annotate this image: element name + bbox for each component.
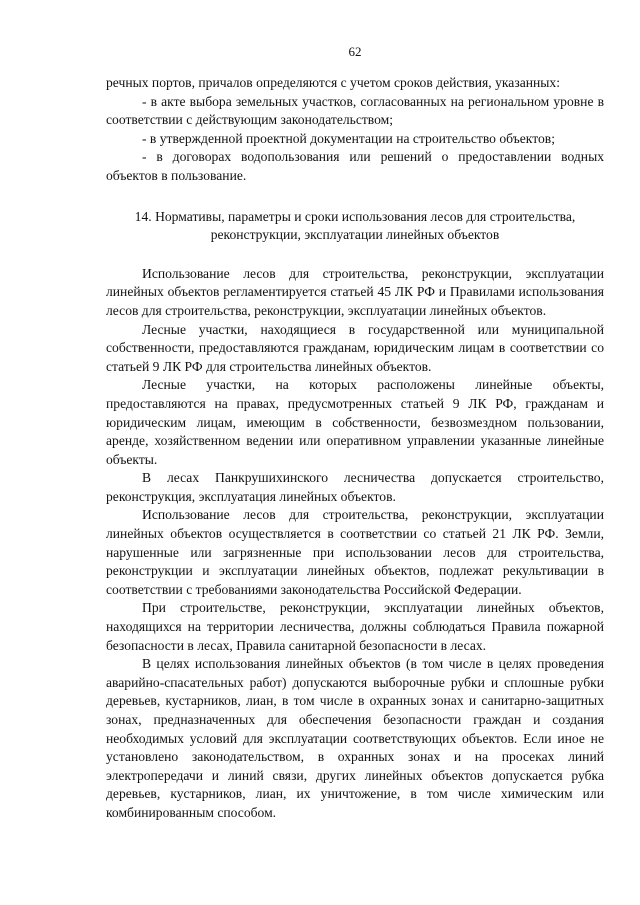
intro-list-item: - в утвержденной проектной документации на строительство объектов;	[142, 130, 555, 146]
body-paragraph: При строительстве, реконструкции, эксплуатации линейных объектов, находящихся на территории лесничества, должны соблюдаться Правила пожарной безопасности в лесах, Правила санитарной безопасности в лесах.	[106, 600, 604, 653]
body-paragraph: В лесах Панкрушихинского лесничества допускается строительство, реконструкция, эксплуатация линейных объектов.	[106, 470, 604, 504]
body-paragraph: Использование лесов для строительства, реконструкции, эксплуатации линейных объектов регламентируется статьей 45 ЛК РФ и Правилами использования лесов для строительства, реконструкции, эксплуатации линейных объектов.	[106, 265, 604, 318]
intro-list-item: - в акте выбора земельных участков, согласованных на региональном уровне в соответствии с действующим законодательством;	[106, 93, 604, 128]
body-paragraph: Лесные участки, на которых расположены линейные объекты, предоставляются на правах, предусмотренных статьей 9 ЛК РФ, гражданам и юридическим лицам, имеющим в собственности, безвозмездном пользовании, аренде, хозяйственном ведении или оперативном управлении указанные линейные объекты.	[106, 377, 604, 467]
body-paragraph: В целях использования линейных объектов (в том числе в целях проведения аварийно-спасательных работ) допускаются выборочные рубки и сплошные рубки деревьев, кустарников, лиан, в том числе в охранных зонах и санитарно-защитных зонах, предназначенных для обеспечения безопасности граждан и создания необходимых условий для эксплуатации соответствующих объектов. Если иное не установлено законодательством, в охранных зонах и на просеках линий электропередачи и линий связи, других линейных объектов допускается рубка деревьев, кустарников, лиан, их уничтожение, в том числе химическим или комбинированным способом.	[106, 656, 604, 820]
intro-continuation: речных портов, причалов определяются с учетом сроков действия, указанных:	[106, 75, 560, 90]
body-paragraph: Использование лесов для строительства, реконструкции, эксплуатации линейных объектов осуществляется в соответствии со статьей 21 ЛК РФ. Земли, нарушенные или загрязненные при использовании лесов для строительства, реконструкции и эксплуатации линейных объектов, подлежат рекультивации в соответствии с требованиями законодательства Российской Федерации.	[106, 507, 604, 597]
body-paragraph: Лесные участки, находящиеся в государственной или муниципальной собственности, предоставляются гражданам, юридическим лицам в соответствии со статьей 9 ЛК РФ для строительства линейных объектов.	[106, 321, 604, 374]
intro-list-item: - в договорах водопользования или решений о предоставлении водных объектов в пользование.	[106, 149, 604, 183]
section-heading: 14. Нормативы, параметры и сроки использования лесов для строительства, реконструкции, эксплуатации линейных объектов	[134, 208, 576, 243]
page-number: 62	[348, 44, 362, 59]
